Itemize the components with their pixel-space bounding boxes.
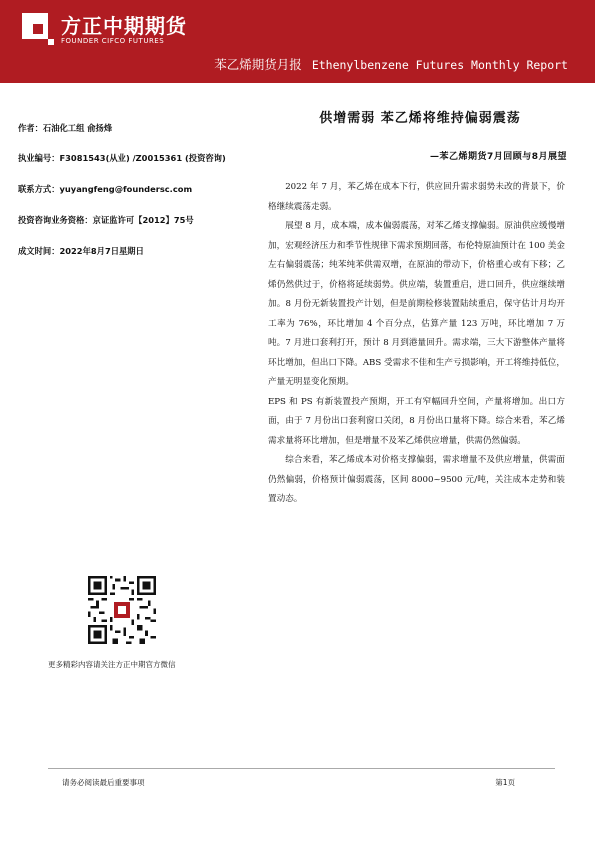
report-title-en: Ethenylbenzene Futures Monthly Report	[311, 58, 568, 72]
page-number: 第1页	[495, 778, 515, 787]
paragraph-downstream-export: EPS 和 PS 有新装置投产预期，开工有窄幅回升空间，产量将增加。出口方面，由于 7 月份出口套利窗口关闭，8 月份出口量将下降。综合来看，苯乙烯需求量将环比增加，但是增量不及苯乙烯供应增量，供需仍然偏弱。	[268, 396, 565, 446]
article-subtitle: —苯乙烯期货7月回顾与8月展望	[429, 152, 567, 162]
qualification-line: 投资咨询业务资格：京证监许可【2012】75号	[18, 215, 194, 225]
footer-divider	[48, 768, 555, 769]
article-title: 供增需弱 苯乙烯将维持偏弱震荡	[319, 111, 521, 126]
report-header	[0, 0, 595, 83]
writing-date: 成文时间：2022年8月7日星期日	[18, 246, 144, 256]
logo-chinese-name: 方正中期期货	[61, 14, 187, 38]
article-body	[268, 178, 565, 510]
footer-disclaimer: 请务必阅读最后重要事项	[62, 778, 145, 787]
qr-caption: 更多精彩内容请关注方正中期官方微信	[48, 660, 176, 669]
founder-logo-icon	[22, 13, 54, 45]
author-line: 作者：石油化工组 俞扬烽	[18, 123, 113, 133]
paragraph-conclusion: 综合来看，苯乙烯成本对价格支撑偏弱，需求增量不及供应增量，供需面仍然偏弱，价格预计偏弱震荡，区间 8000~9500 元/吨，关注成本走势和装置动态。	[268, 455, 565, 504]
report-title-cn: 苯乙烯期货月报	[214, 57, 302, 72]
wechat-qr-code-icon	[88, 576, 156, 644]
logo-english-name: FOUNDER CIFCO FUTURES	[61, 37, 165, 45]
paragraph-august-outlook: 展望 8 月，成本端，成本偏弱震荡，对苯乙烯支撑偏弱。原油供应缓慢增加，宏观经济压力和季节性规律下需求预期回落，布伦特原油预计在 100 美金左右偏弱震荡；纯苯纯苯供需双增，在原油的带动下，价格重心或有下移；乙烯仍然供过于，价格将延续弱势。供应端，装置重启，进口回升，供应继续增加。8 月份无新装置投产计划，但是前期检修装置陆续重启，保守估计月均开工率为 76%，环比增加 4 个百分点，估算产量 123 万吨，环比增加 7 万吨。7 月进口套利打开，预计 8 月到港量回升。需求端，三大下游整体产量将环比增加，但出口下降。ABS 受需求不佳和生产亏损影响，开工将维持低位，产量无明显变化预期。	[268, 221, 565, 387]
paragraph-july-review: 2022 年 7 月，苯乙烯在成本下行，供应回升需求弱势未改的背景下，价格继续震荡走弱。	[268, 182, 565, 212]
contact-email: 联系方式：yuyangfeng@foundersc.com	[18, 184, 193, 194]
license-number: 执业编号：F3081543(从业) /Z0015361 (投资咨询)	[18, 153, 226, 163]
report-title	[0, 55, 568, 73]
